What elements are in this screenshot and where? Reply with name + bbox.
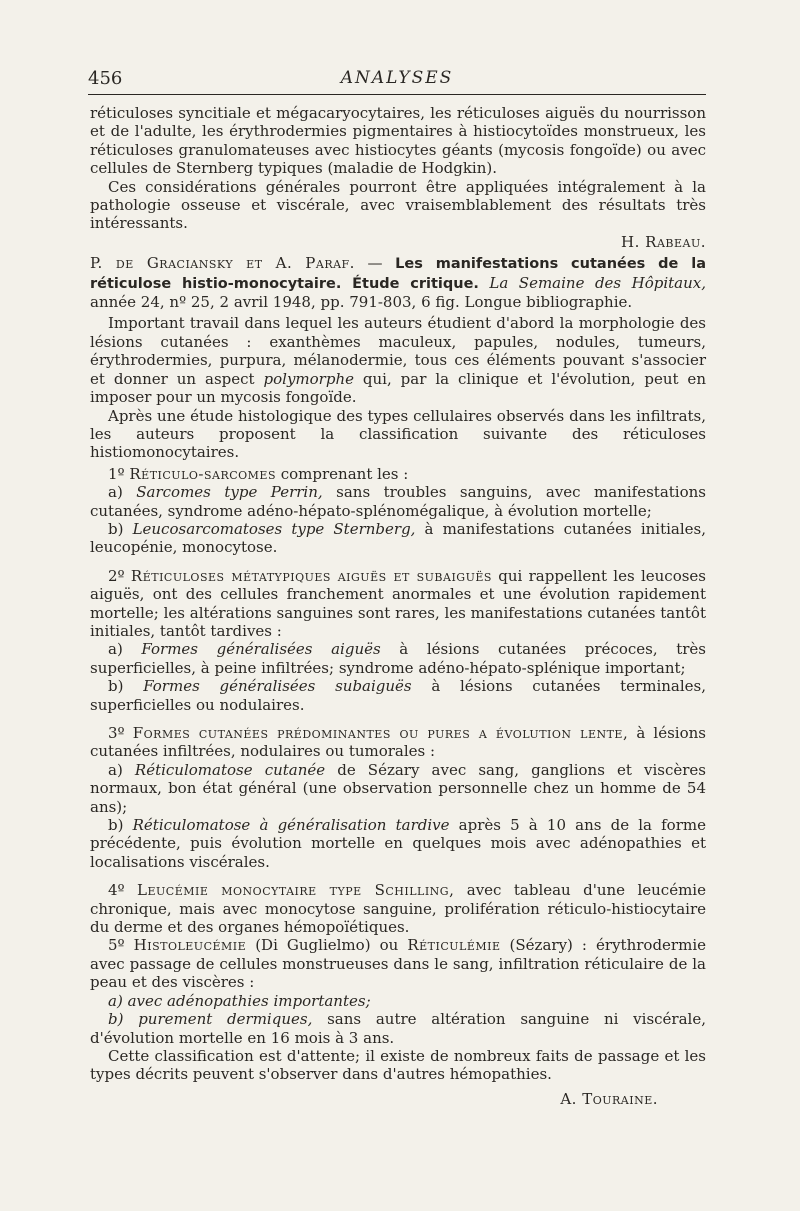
running-title: ANALYSES bbox=[340, 68, 454, 88]
paragraph-final: Cette classification est d'attente; il existe de nombreux faits de passage et les types décrits peuvent s'observer dans d'autres hémopathies. bbox=[90, 1046, 706, 1084]
header-rule bbox=[88, 94, 706, 95]
paragraph-work: Important travail dans lequel les auteurs étudient d'abord la morphologie des lésions cutanées : exanthèmes maculeux, papules, nodules, tumeurs, érythrodermies, purpura, mélanodermie, tous ces éléments pouvant s'associer et donner un aspect polymorphe qui, par la clinique et l'évolution, peut en imposer pour un mycosis fongoïde. bbox=[90, 314, 706, 407]
page-header bbox=[88, 64, 706, 94]
section-2-heading: 2º Réticuloses métatypiques aiguës et subaiguës qui rappellent les leucoses aiguës, ont des cellules franchement anormales et une évolution rapidement mortelle; les altérations sanguines sont rares, les manifestations cutanées tantôt initiales, tantôt tardives : bbox=[90, 566, 707, 640]
section-3-a: a) Réticulomatose cutanée de Sézary avec sang, ganglions et viscères normaux, bon état général (une observation personnelle chez un homme de 54 ans); bbox=[90, 760, 706, 816]
body-text bbox=[90, 104, 706, 1108]
section-5-heading: 5º Histoleucémie (Di Guglielmo) ou Réticulémie (Sézary) : érythrodermie avec passage de cellules monstrueuses dans le sang, infiltration réticulaire de la peau et des viscères : bbox=[90, 936, 706, 992]
paragraph-intro-2: Ces considérations générales pourront être appliquées intégralement à la pathologie osseuse et viscérale, avec vraisemblablement des résultats très intéressants. bbox=[90, 177, 706, 233]
ref-details: année 24, nº 25, 2 avril 1948, pp. 791-803, 6 fig. Longue bibliographie. bbox=[90, 293, 633, 312]
page-number: 456 bbox=[88, 68, 123, 89]
signature-touraine: A. Touraine. bbox=[560, 1089, 658, 1108]
reference-entry bbox=[90, 254, 706, 311]
section-3-b: b) Réticulomatose à généralisation tardive après 5 à 10 ans de la forme précédente, puis évolution mortelle en quelques mois avec adénopathies et localisations viscérales. bbox=[90, 816, 706, 871]
section-2-a: a) Formes généralisées aiguës à lésions cutanées précoces, très superficielles, à peine infiltrées; syndrome adéno-hépato-splénique important; bbox=[90, 640, 706, 677]
section-1-b: b) Leucosarcomatoses type Sternberg, à manifestations cutanées initiales, leucopénie, monocytose. bbox=[90, 519, 707, 557]
section-1-heading: 1º Réticulo-sarcomes comprenant les : bbox=[108, 464, 409, 483]
ref-title: Les manifestations cutanées de la réticulose histio-monocytaire. Étude critique. bbox=[90, 256, 706, 292]
section-5-a: a) avec adénopathies importantes; bbox=[108, 991, 371, 1010]
section-2-b: b) Formes généralisées subaiguës à lésions cutanées terminales, superficielles ou nodulaires. bbox=[90, 677, 706, 714]
paragraph-intro-1: réticuloses syncitiale et mégacaryocytaires, les réticuloses aiguës du nourrisson et de l'adulte, les érythrodermies pigmentaires à histiocytoïdes monstrueux, les réticuloses granulomateuses avec histiocytes géants (mycosis fongoïde) ou avec cellules de Sternberg typiques (maladie de Hodgkin). bbox=[90, 104, 706, 178]
section-4-heading: 4º Leucémie monocytaire type Schilling, avec tableau d'une leucémie chronique, mais avec monocytose sanguine, prolifération réticulo-histiocytaire du derme et des organes hémopoïétiques. bbox=[90, 881, 706, 937]
section-3-heading: 3º Formes cutanées prédominantes ou pures a évolution lente, à lésions cutanées infiltrées, nodulaires ou tumorales : bbox=[90, 724, 706, 761]
ref-dash: — bbox=[354, 254, 396, 273]
section-5-b: b) purement dermiques, sans autre altération sanguine ni viscérale, d'évolution mortelle en 16 mois à 3 ans. bbox=[90, 1010, 706, 1047]
paragraph-after: Après une étude histologique des types cellulaires observés dans les infiltrats, les auteurs proposent la classification suivante des réticuloses histiomonocytaires. bbox=[90, 406, 706, 462]
ref-authors: P. de Graciansky et A. Paraf. bbox=[90, 254, 355, 273]
signature-rabeau: H. Rabeau. bbox=[621, 232, 706, 251]
section-1-a: a) Sarcomes type Perrin, sans troubles sanguins, avec manifestations cutanées, syndrome adéno-hépato-splénomégalique, à évolution mortelle; bbox=[90, 483, 706, 520]
ref-journal: La Semaine des Hôpitaux, bbox=[489, 273, 706, 292]
